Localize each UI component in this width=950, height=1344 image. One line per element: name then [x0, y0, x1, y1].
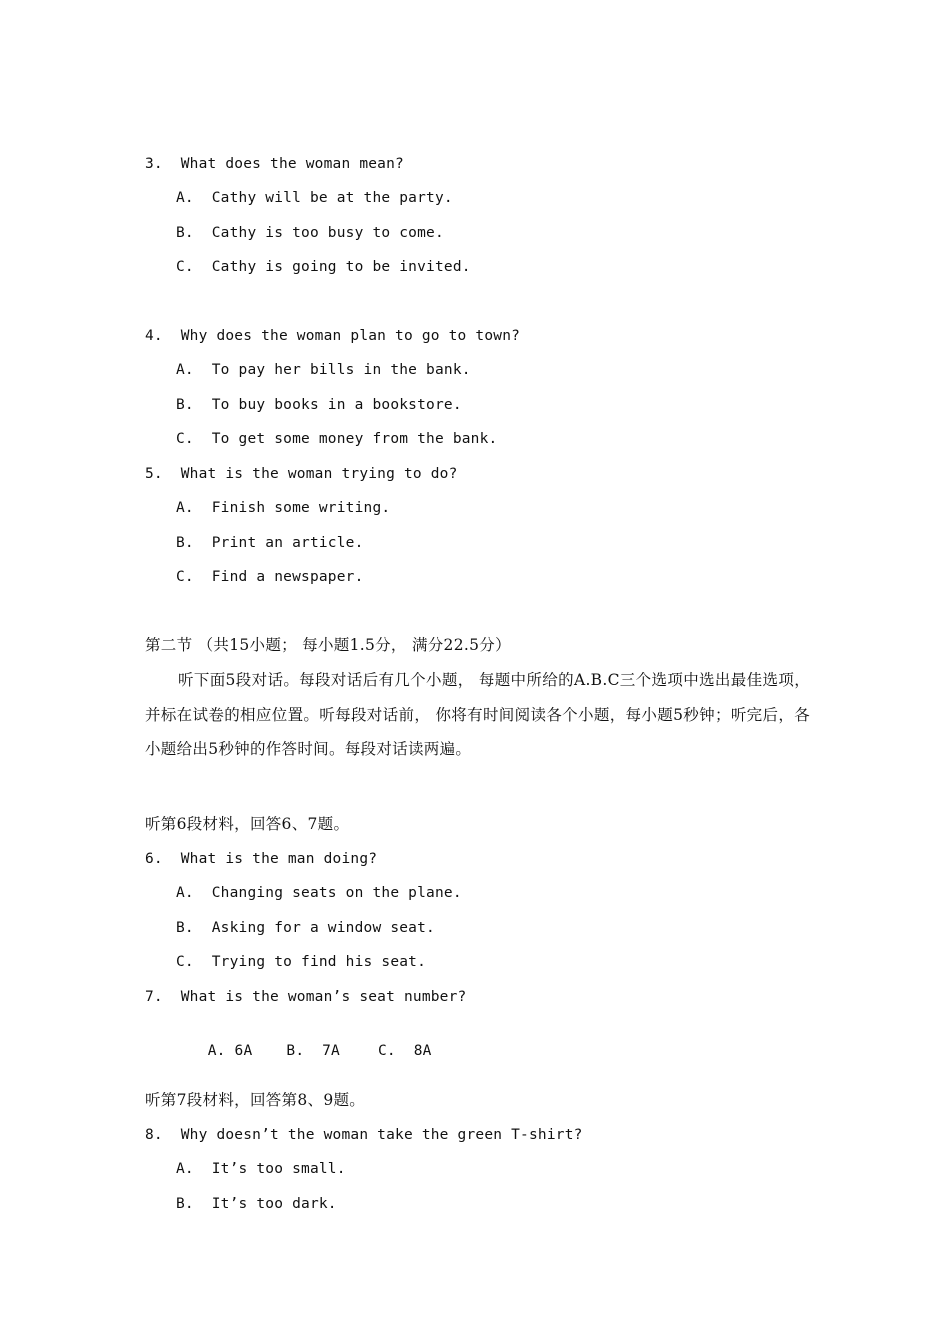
question-4-option-a: A. To pay her bills in the bank. [176, 362, 471, 378]
question-3-stem: 3. What does the woman mean? [145, 156, 404, 172]
question-8-option-b: B. It’s too dark. [176, 1196, 337, 1212]
question-4-option-c: C. To get some money from the bank. [176, 431, 498, 447]
question-5-option-c: C. Find a newspaper. [176, 569, 364, 585]
question-5-stem: 5. What is the woman trying to do? [145, 466, 458, 482]
question-6-option-c: C. Trying to find his seat. [176, 954, 427, 970]
question-7-option-c: C. 8A [377, 1043, 432, 1059]
question-3-option-b: B. Cathy is too busy to come. [176, 225, 444, 241]
question-6-option-b: B. Asking for a window seat. [176, 920, 435, 936]
question-6-option-a: A. Changing seats on the plane. [176, 885, 462, 901]
group-7-heading: 听第7段材料，回答第8、9题。 [145, 1091, 366, 1109]
group-6-heading: 听第6段材料，回答6、7题。 [145, 815, 350, 833]
question-8-option-a: A. It’s too small. [176, 1161, 346, 1177]
section-2-heading: 第二节 （共15小题； 每小题1.5分， 满分22.5分） [145, 636, 511, 654]
question-7-options [172, 1021, 432, 1081]
question-6-stem: 6. What is the man doing? [145, 851, 378, 867]
section-2-instructions: 听下面5段对话。每段对话后有几个小题， 每题中所给的A.B.C三个选项中选出最佳选项，并标在试卷的相应位置。听每段对话前， 你将有时间阅读各个小题，每小题5秒钟；听完后，各小题给出5秒钟的作答时间。每段对话读两遍。 [145, 671, 810, 758]
question-4-stem: 4. Why does the woman plan to go to town? [145, 328, 521, 344]
question-5-option-a: A. Finish some writing. [176, 500, 391, 516]
question-4-option-b: B. To buy books in a bookstore. [176, 397, 462, 413]
question-5-option-b: B. Print an article. [176, 535, 364, 551]
question-7-option-b: B. 7A [286, 1043, 340, 1059]
question-3-option-c: C. Cathy is going to be invited. [176, 259, 471, 275]
question-8-stem: 8. Why doesn’t the woman take the green T-shirt? [145, 1127, 583, 1143]
question-7-stem: 7. What is the woman’s seat number? [145, 989, 467, 1005]
question-7-option-a: A. 6A [207, 1043, 253, 1059]
question-3-option-a: A. Cathy will be at the party. [176, 190, 453, 206]
